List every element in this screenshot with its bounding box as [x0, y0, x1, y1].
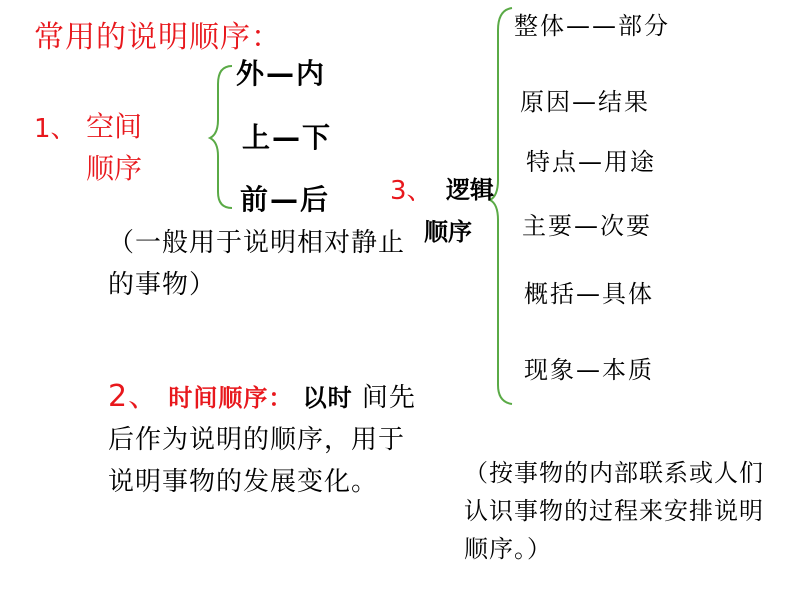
section1-number: 1、: [34, 114, 77, 144]
section3-note: （按事物的内部联系或人们认识事物的过程来安排说明顺序。）: [464, 459, 764, 563]
logic-item-whole-part: 整体——部分: [514, 12, 670, 40]
section2-block: [108, 376, 418, 503]
logic-item-general-specific: 概括—具体: [524, 280, 654, 308]
spatial-brace: [210, 66, 232, 208]
spatial-pair-front-back: 前—后: [240, 183, 331, 216]
section1-note: （一般用于说明相对静止的事物）: [108, 228, 406, 300]
logic-item-phenomenon-essence: 现象—本质: [524, 356, 654, 384]
section3-number: 3、: [390, 176, 433, 206]
logic-item-feature-use: 特点—用途: [526, 148, 656, 176]
section1-label: 空间顺序: [86, 110, 143, 185]
section2-desc: 间先后作为说明的顺序，用于说明事物的发展变化。: [108, 383, 416, 497]
section3-label-line2: 顺序: [424, 218, 472, 246]
spatial-pair-top-bottom: 上—下: [242, 121, 333, 154]
logic-item-primary-secondary: 主要—次要: [522, 212, 652, 240]
logical-brace: [490, 8, 512, 404]
logic-item-cause-effect: 原因—结果: [520, 88, 650, 116]
section3-label-line1: 逻辑: [446, 176, 494, 204]
section2-desc-head: 以时: [302, 384, 353, 412]
section2-number: 2、: [108, 379, 160, 414]
page-title: 常用的说明顺序：: [34, 20, 282, 55]
spatial-pair-outside-inside: 外—内: [236, 57, 327, 90]
section2-title: 时间顺序：: [168, 384, 294, 412]
